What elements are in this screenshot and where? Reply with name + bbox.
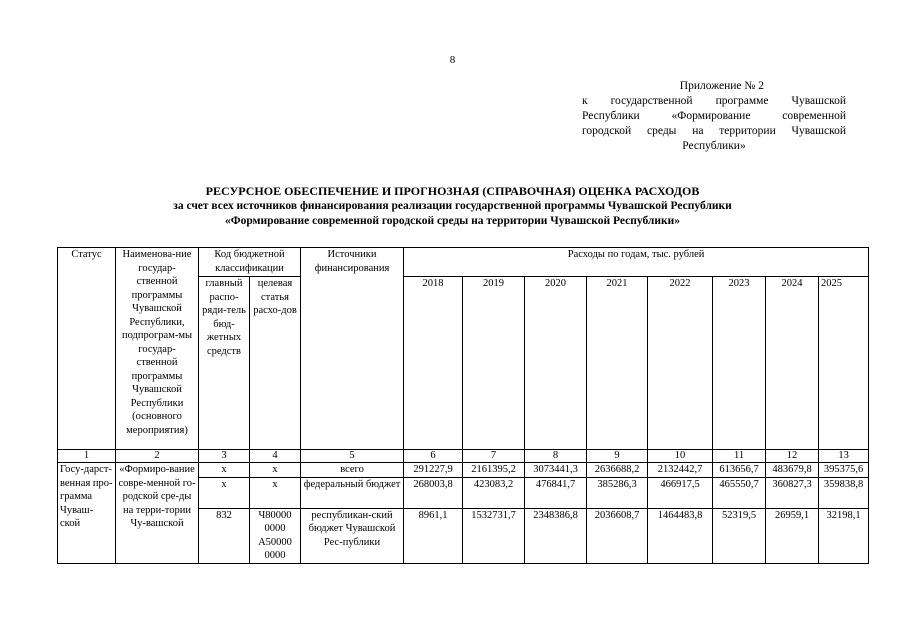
appendix-line: Республики»	[682, 140, 746, 152]
column-number: 7	[463, 450, 525, 463]
document-title	[0, 184, 905, 229]
column-number: 10	[648, 450, 713, 463]
row-program-name: «Формиро-вание совре-менной го-родской сре-ды на терри-тории Чу-вашской	[116, 463, 199, 564]
cell-value: 26959,1	[766, 508, 819, 563]
column-number: 13	[819, 450, 869, 463]
header-year: 2023	[713, 277, 766, 450]
header-main-manager: главный распо-ряди-тель бюд-жетных средств	[199, 277, 250, 450]
header-sources: Источники финансирования	[301, 248, 404, 450]
column-number: 12	[766, 450, 819, 463]
header-program-name: Наименова-ние государ-ственной программы Чувашской Республики, подпрограм-мы государ-ственной программы Чувашской Республики (основного мероприятия)	[116, 248, 199, 450]
cell-value: 359838,8	[819, 477, 869, 508]
appendix-line: Приложение № 2	[679, 80, 764, 92]
cell-value: 476841,7	[525, 477, 587, 508]
cell-value: 32198,1	[819, 508, 869, 563]
header-budget-code: Код бюджетной классификации	[199, 248, 301, 277]
column-number: 2	[116, 450, 199, 463]
column-number: 5	[301, 450, 404, 463]
cell-value: 613656,7	[713, 463, 766, 478]
header-year: 2024	[766, 277, 819, 450]
header-year: 2025	[819, 277, 869, 450]
cell-value: 2636688,2	[587, 463, 648, 478]
cell-value: 385286,3	[587, 477, 648, 508]
appendix-line: городской среды на территории Чувашской	[582, 125, 846, 137]
title-line-1: РЕСУРСНОЕ ОБЕСПЕЧЕНИЕ И ПРОГНОЗНАЯ (СПРАВОЧНАЯ) ОЦЕНКА РАСХОДОВ	[205, 184, 700, 198]
column-number: 6	[404, 450, 463, 463]
cell-value: 360827,3	[766, 477, 819, 508]
cell-value: 268003,8	[404, 477, 463, 508]
cell-value: 8961,1	[404, 508, 463, 563]
header-year: 2018	[404, 277, 463, 450]
page-number: 8	[449, 54, 456, 66]
cell-target: x	[250, 463, 301, 478]
cell-manager: x	[199, 463, 250, 478]
cell-value: 423083,2	[463, 477, 525, 508]
appendix-line: к государственной программе Чувашской	[582, 95, 846, 107]
title-line-3: «Формирование современной городской среды на территории Чувашской Республики»	[225, 215, 680, 227]
cell-value: 2132442,7	[648, 463, 713, 478]
cell-target: x	[250, 477, 301, 508]
cell-value: 465550,7	[713, 477, 766, 508]
cell-value: 3073441,3	[525, 463, 587, 478]
resource-table	[57, 247, 869, 564]
cell-value: 1464483,8	[648, 508, 713, 563]
column-number: 9	[587, 450, 648, 463]
cell-value: 2036608,7	[587, 508, 648, 563]
cell-value: 52319,5	[713, 508, 766, 563]
cell-value: 2161395,2	[463, 463, 525, 478]
table-row	[58, 463, 869, 478]
cell-value: 291227,9	[404, 463, 463, 478]
column-number: 3	[199, 450, 250, 463]
cell-manager: 832	[199, 508, 250, 563]
appendix-note	[582, 79, 846, 154]
column-number: 4	[250, 450, 301, 463]
cell-source: федеральный бюджет	[301, 477, 404, 508]
header-expenses: Расходы по годам, тыс. рублей	[404, 248, 869, 277]
header-year: 2020	[525, 277, 587, 450]
cell-manager: x	[199, 477, 250, 508]
cell-source: республикан-ский бюджет Чувашской Рес-публики	[301, 508, 404, 563]
column-number: 11	[713, 450, 766, 463]
appendix-line: Республики «Формирование современной	[582, 110, 846, 122]
cell-value: 466917,5	[648, 477, 713, 508]
row-status: Госу-дарст-венная про-грамма Чуваш-ской	[58, 463, 116, 564]
header-year: 2019	[463, 277, 525, 450]
cell-value: 483679,8	[766, 463, 819, 478]
cell-source: всего	[301, 463, 404, 478]
cell-value: 2348386,8	[525, 508, 587, 563]
header-target-item: целевая статья расхо-дов	[250, 277, 301, 450]
title-line-2: за счет всех источников финансирования реализации государственной программы Чувашской Республики	[173, 200, 732, 212]
column-number: 1	[58, 450, 116, 463]
cell-target: Ч80000 0000 А50000 0000	[250, 508, 301, 563]
cell-value: 395375,6	[819, 463, 869, 478]
cell-value: 1532731,7	[463, 508, 525, 563]
column-number: 8	[525, 450, 587, 463]
header-year: 2022	[648, 277, 713, 450]
header-status: Статус	[58, 248, 116, 450]
header-year: 2021	[587, 277, 648, 450]
